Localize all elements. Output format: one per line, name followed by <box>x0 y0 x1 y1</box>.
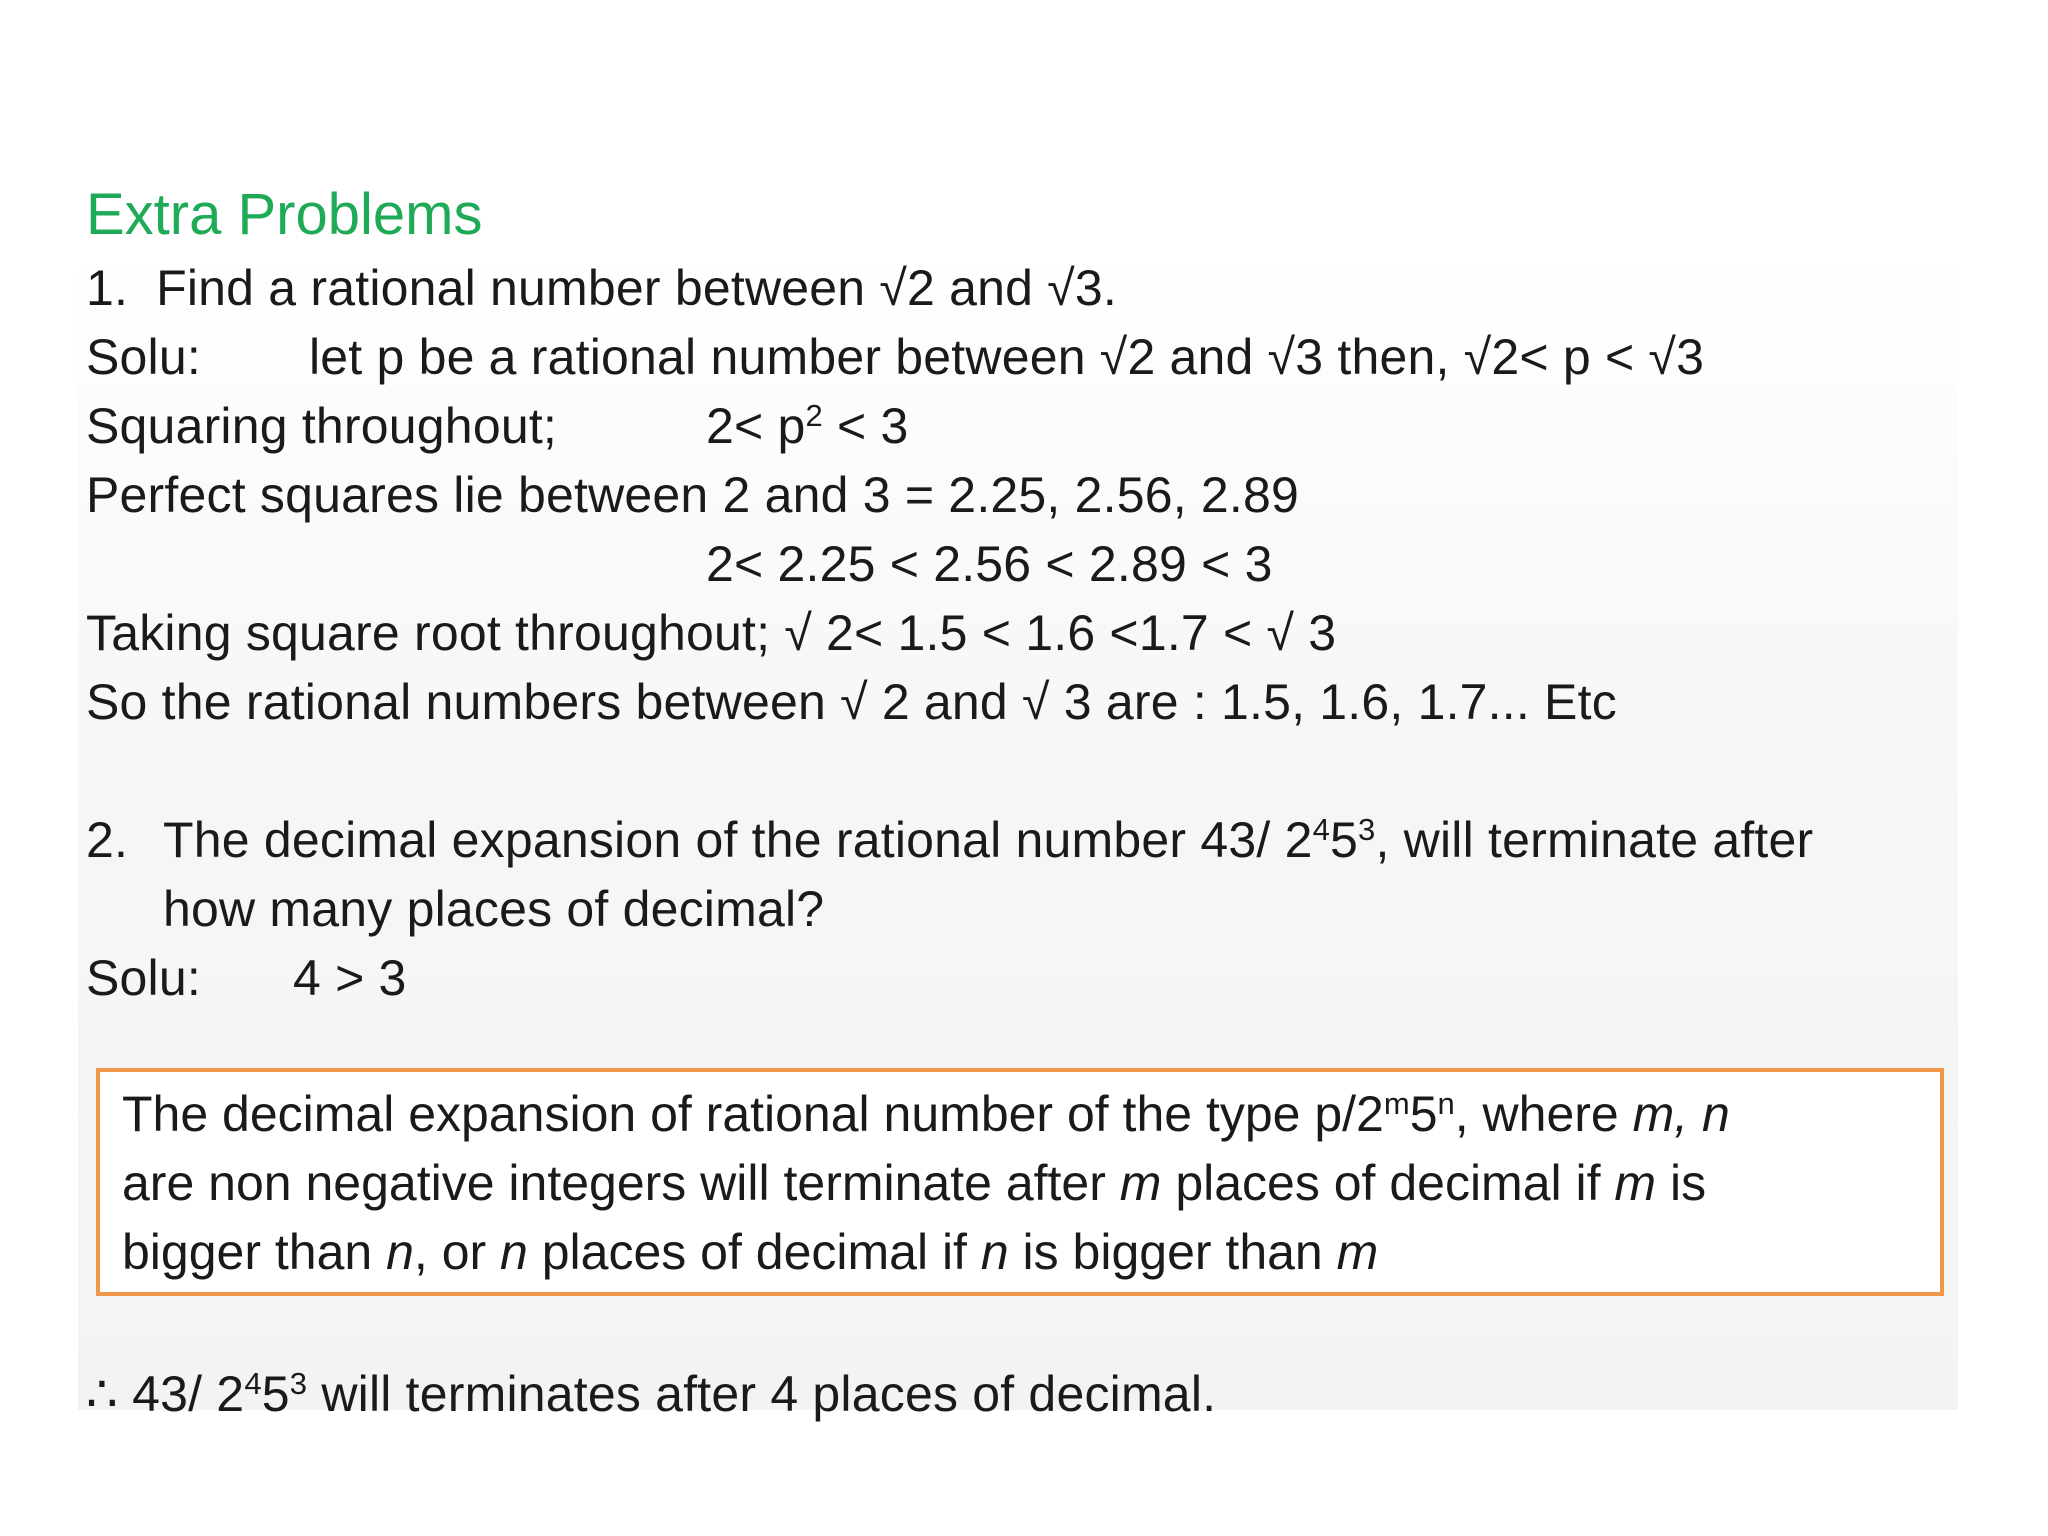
rule-line-1 <box>122 1084 1730 1144</box>
rule-text: is <box>1656 1155 1707 1211</box>
squaring-expr-part: 2< p <box>706 398 806 454</box>
inequality-line: 2< 2.25 < 2.56 < 2.89 < 3 <box>706 536 1273 592</box>
rule-text: , where <box>1454 1086 1633 1142</box>
problem-1-number: 1. <box>86 260 129 316</box>
question-text-part: , will terminate after <box>1375 812 1814 868</box>
question-text-part: 5 <box>1330 812 1359 868</box>
squaring-exponent: 2 <box>805 397 823 433</box>
squaring-expr-part: < 3 <box>822 398 909 454</box>
problem-2-question-line-1 <box>163 810 1813 870</box>
conclusion-line: So the rational numbers between √ 2 and √ 3 are : 1.5, 1.6, 1.7... Etc <box>86 674 1617 730</box>
solution-label: Solu: <box>86 329 201 385</box>
exponent: 3 <box>1358 811 1376 847</box>
exponent: m <box>1383 1085 1410 1121</box>
problem-2-solution <box>86 948 407 1008</box>
rule-text: 5 <box>1409 1086 1438 1142</box>
rule-variable: m <box>1119 1155 1162 1211</box>
exponent: 4 <box>1312 811 1331 847</box>
rule-text: are non negative integers will terminate after <box>122 1155 1120 1211</box>
question-text-part: The decimal expansion of the rational number 43/ 2 <box>163 812 1313 868</box>
exponent: 4 <box>244 1365 262 1401</box>
rule-variable: m <box>1614 1155 1657 1211</box>
conclusion-text: 5 <box>261 1366 290 1422</box>
perfect-squares-line: Perfect squares lie between 2 and 3 = 2.25, 2.56, 2.89 <box>86 467 1300 523</box>
therefore-symbol: ∴ <box>86 1366 119 1422</box>
exponent: 3 <box>289 1365 308 1401</box>
problem-1-solution <box>86 327 1704 387</box>
rule-variable: n <box>980 1224 1009 1280</box>
problem-2-number: 2. <box>86 812 129 868</box>
squaring-step <box>86 396 557 456</box>
rule-line-3 <box>122 1222 1378 1282</box>
rule-box <box>96 1068 1944 1296</box>
problem-1-question <box>86 258 1117 318</box>
rule-variable: m <box>1336 1224 1379 1280</box>
conclusion-text: will terminates after 4 places of decimal. <box>307 1366 1217 1422</box>
problem-1-text: Find a rational number between √2 and √3. <box>156 260 1117 316</box>
solution-text: let p be a rational number between √2 and √3 then, √2< p < √3 <box>308 329 1705 385</box>
solution-text: 4 > 3 <box>292 950 407 1006</box>
solution-label: Solu: <box>86 950 201 1006</box>
slide-title: Extra Problems <box>86 182 483 247</box>
square-root-line: Taking square root throughout; √ 2< 1.5 < 1.6 <1.7 < √ 3 <box>86 605 1337 661</box>
problem-2-question-line-2: how many places of decimal? <box>163 881 825 937</box>
rule-text: places of decimal if <box>1161 1155 1615 1211</box>
rule-text: , or <box>413 1224 501 1280</box>
rule-text: The decimal expansion of rational number of the type p/2 <box>122 1086 1384 1142</box>
exponent: n <box>1437 1085 1455 1121</box>
rule-text: bigger than <box>122 1224 387 1280</box>
conclusion-text: 43/ 2 <box>118 1366 245 1422</box>
rule-variable: n <box>386 1224 414 1280</box>
squaring-expression <box>706 396 909 456</box>
rule-text: places of decimal if <box>527 1224 981 1280</box>
rule-line-2 <box>122 1153 1706 1213</box>
rule-variable: n <box>500 1224 528 1280</box>
rule-variable: m, n <box>1632 1086 1730 1142</box>
squaring-label: Squaring throughout; <box>86 398 558 454</box>
final-conclusion <box>86 1364 1216 1424</box>
rule-text: is bigger than <box>1008 1224 1337 1280</box>
